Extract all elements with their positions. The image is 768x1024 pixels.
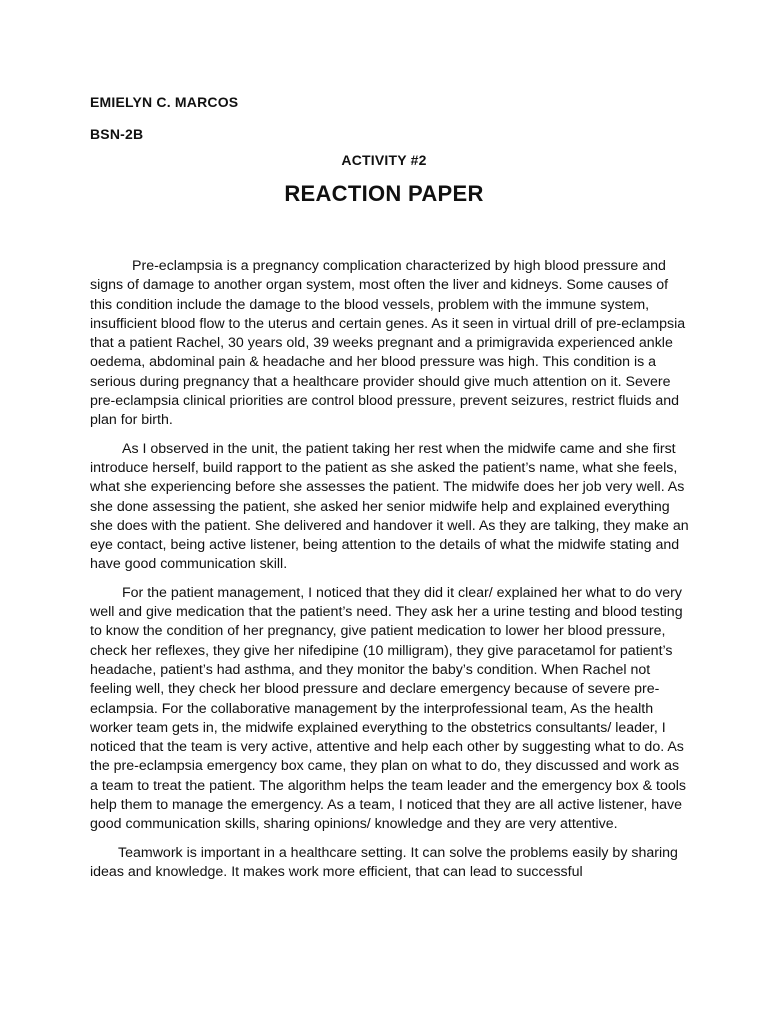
paragraph-observation: As I observed in the unit, the patient taking her rest when the midwife came and she first introduce herself, build rapport to the patient as she asked the patient’s name, what she feels, what she experiencing before she assesses the patient. The midwife does her job very well. As she done assessing the patient, she asked her senior midwife help and explained everything she does with the patient. She delivered and handover it well. As they are talking, they make an eye contact, being active listener, being attention to the details of what the midwife stating and have good communication skill. (90, 440, 689, 573)
document-body (90, 257, 690, 891)
author-name: EMIELYN C. MARCOS (90, 94, 239, 110)
paragraph-teamwork: Teamwork is important in a healthcare setting. It can solve the problems easily by sharing ideas and knowledge. It makes work more efficient, that can lead to successful (90, 844, 678, 880)
document-title: REACTION PAPER (284, 181, 484, 206)
activity-label: ACTIVITY #2 (341, 152, 427, 168)
paragraph-management: For the patient management, I noticed that they did it clear/ explained her what to do very well and give medication that the patient’s need. They ask her a urine testing and blood testing to know the condition of her pregnancy, give patient medication to lower her blood pressure, check her reflexes, they give her nifedipine (10 milligram), they give paracetamol for patient’s headache, patient’s had asthma, and they monitor the baby’s condition. When Rachel not feeling well, they check her blood pressure and declare emergency because of severe pre-eclampsia. For the collaborative management by the interprofessional team, As the health worker team gets in, the midwife explained everything to the obstetrics consultants/ leader, I noticed that the team is very active, attentive and help each other by suggesting what to do. As the pre-eclampsia emergency box came, they plan on what to do, they discussed and work as a team to treat the patient. The algorithm helps the team leader and the emergency box & tools help them to manage the emergency. As a team, I noticed that they are all active listener, have good communication skills, sharing opinions/ knowledge and they are very attentive. (90, 584, 686, 833)
class-section: BSN-2B (90, 126, 144, 142)
paragraph-intro: Pre-eclampsia is a pregnancy complication characterized by high blood pressure and signs of damage to another organ system, most often the liver and kidneys. Some causes of this condition include the damage to the blood vessels, problem with the immune system, insufficient blood flow to the uterus and certain genes. As it seen in virtual drill of pre-eclampsia that a patient Rachel, 30 years old, 39 weeks pregnant and a primigravida experienced ankle oedema, abdominal pain & headache and her blood pressure was high. This condition is a serious during pregnancy that a healthcare provider should give much attention on it. Severe pre-eclampsia clinical priorities are control blood pressure, prevent seizures, restrict fluids and plan for birth. (90, 258, 686, 429)
